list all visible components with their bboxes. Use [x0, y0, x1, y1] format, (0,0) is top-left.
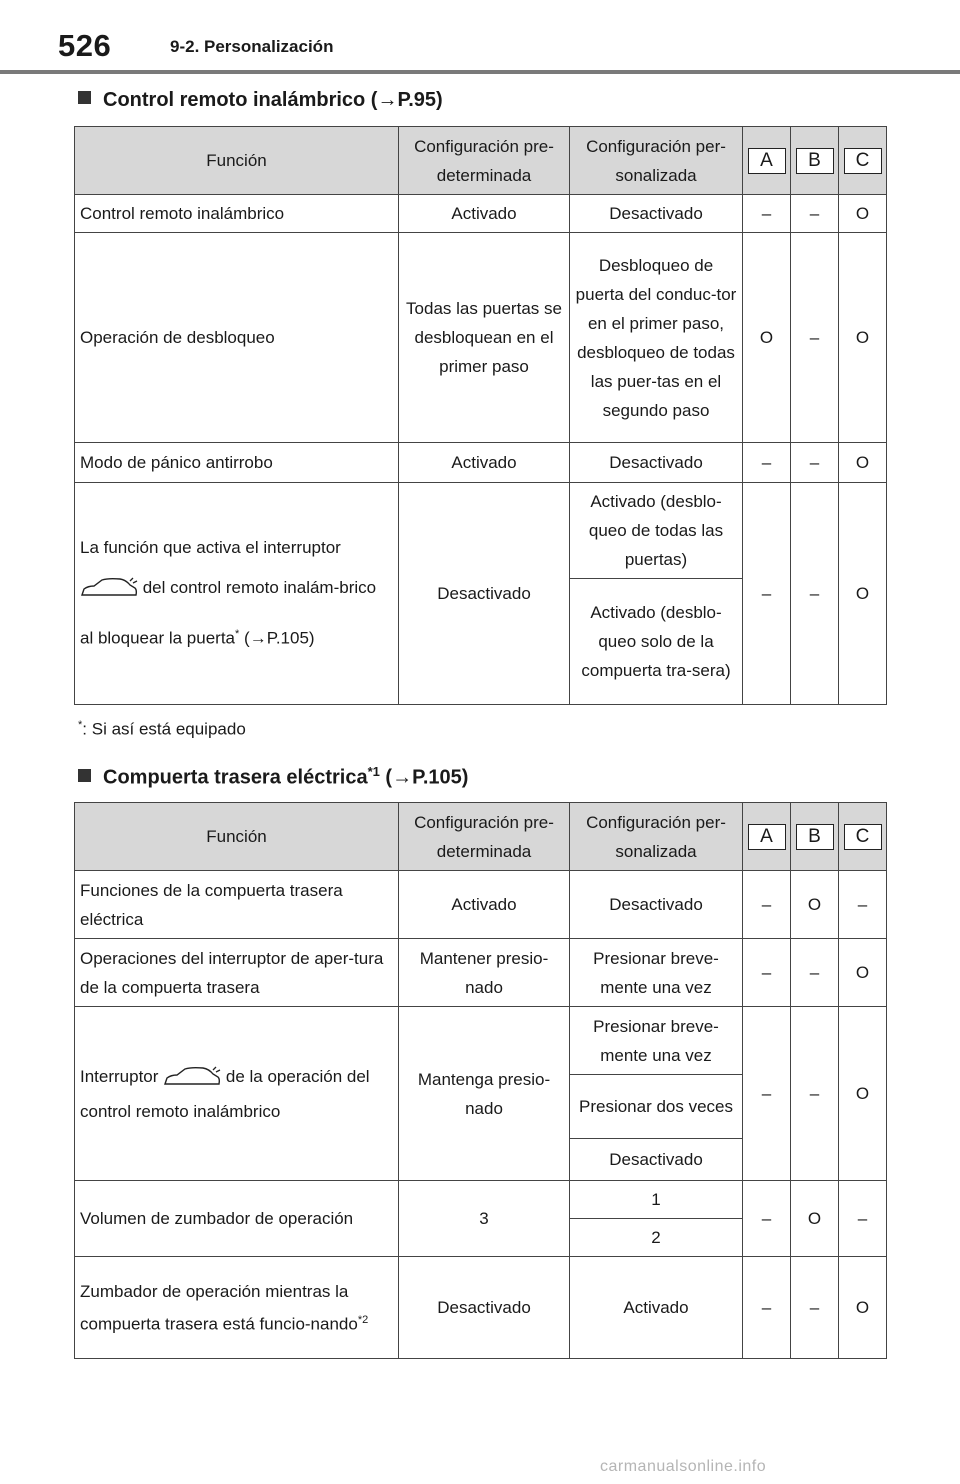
- table-header-row: [75, 803, 887, 871]
- section2-title: Compuerta trasera eléctrica: [103, 766, 368, 789]
- table-row: Funciones de la compuerta trasera eléctrica Activado Desactivado – O –: [75, 871, 887, 939]
- watermark: carmanualsonline.info: [600, 1458, 767, 1475]
- table-row: Zumbador de operación mientras la compuerta trasera está funcio-nando$^{*2}$ Desactivado Activado – – O: [75, 1257, 887, 1359]
- col-c: C: [839, 803, 887, 871]
- page-header: [0, 0, 960, 74]
- section-title: 9-2. Personalización: [170, 37, 334, 56]
- bullet-square-icon: [78, 91, 91, 104]
- table-row: Desactivado: [75, 1139, 887, 1181]
- col-func: Función: [75, 803, 399, 871]
- car-key-fob-icon: [163, 1066, 221, 1097]
- table-row: Modo de pánico antirrobo Activado Desactivado – – O: [75, 443, 887, 483]
- table-row: Control remoto inalámbrico Activado Desactivado – – O: [75, 195, 887, 233]
- table-row: Operación de desbloqueo Todas las puertas se desbloquean en el primer paso Desbloqueo de puerta del conduc-tor en el primer paso, desbloqueo de todas las puer-tas en el segundo paso O – O: [75, 233, 887, 443]
- section1-title: Control remoto inalámbrico (: [103, 89, 378, 111]
- section2-heading: Compuerta trasera eléctrica$^{*1}$ (→P.105): [78, 764, 468, 790]
- header-rule: [0, 70, 960, 74]
- car-key-fob-icon: [80, 574, 138, 614]
- table-row: Operaciones del interruptor de aper-tura de la compuerta trasera Mantener presio-nado Presionar breve-mente una vez – – O: [75, 939, 887, 1007]
- bullet-square-icon: [78, 769, 91, 782]
- col-a: A: [743, 127, 791, 195]
- table-row: Interruptor de la operación del control remoto inalámbrico Mantenga presio-nado Presionar breve-mente una vez – – O: [75, 1007, 887, 1075]
- col-c: C: [839, 127, 887, 195]
- table-row: La función que activa el interruptor del control remoto inalám-brico al bloquear la puerta* (→P.105) Desactivado Activado (desblo-queo de todas las puertas) – – O: [75, 483, 887, 579]
- table-power-tailgate: [74, 802, 887, 1359]
- table-row: 2: [75, 1219, 887, 1257]
- section1-heading: [78, 89, 443, 112]
- arrow-icon: →: [377, 89, 398, 111]
- col-func: Función: [75, 127, 399, 195]
- col-b: B: [791, 127, 839, 195]
- col-a: A: [743, 803, 791, 871]
- footnote: *: Si así está equipado: [78, 719, 246, 739]
- arrow-icon: →: [249, 628, 267, 648]
- table-row: Presionar dos veces: [75, 1075, 887, 1139]
- table-row: Volumen de zumbador de operación 3 1 – O –: [75, 1181, 887, 1219]
- col-custom: Configuración per-sonalizada: [570, 127, 743, 195]
- col-b: B: [791, 803, 839, 871]
- section2-ref: P.105): [412, 766, 469, 789]
- section1-ref: P.95): [397, 89, 443, 111]
- page-number: 526: [58, 28, 112, 63]
- col-default: Configuración pre-determinada: [399, 803, 570, 871]
- table-wireless-remote: [74, 126, 887, 705]
- table-header-row: [75, 127, 887, 195]
- arrow-icon: →: [392, 766, 413, 789]
- col-custom: Configuración per-sonalizada: [570, 803, 743, 871]
- col-default: Configuración pre-determinada: [399, 127, 570, 195]
- table-row: Activado (desblo-queo solo de la compuerta tra-sera): [75, 579, 887, 705]
